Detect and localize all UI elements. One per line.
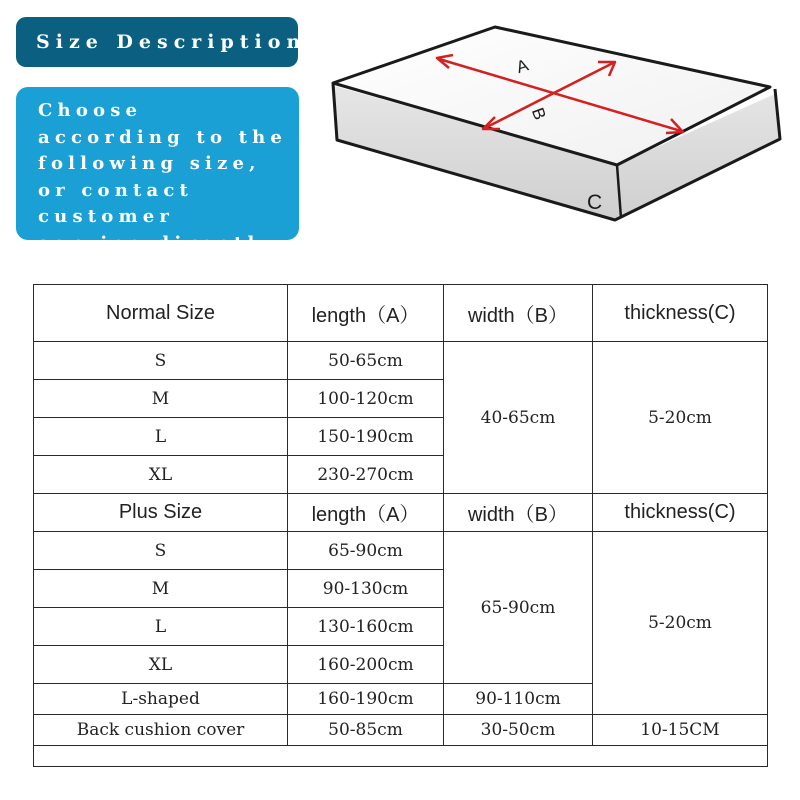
label-b: B [527, 105, 550, 123]
header-length: length（A） [288, 285, 444, 342]
length-cell: 90-130cm [288, 570, 444, 608]
header-size: Plus Size [34, 494, 288, 532]
size-cell: M [34, 570, 288, 608]
length-cell: 160-200cm [288, 646, 444, 684]
length-cell: 65-90cm [288, 532, 444, 570]
thickness-cell: 5-20cm [593, 342, 768, 494]
header-width: width（B） [444, 494, 593, 532]
empty-cell [34, 746, 768, 767]
length-cell: 230-270cm [288, 456, 444, 494]
header-thickness: thickness(C) [593, 494, 768, 532]
width-cell: 90-110cm [444, 684, 593, 715]
label-c: C [587, 191, 603, 214]
width-cell: 65-90cm [444, 532, 593, 684]
size-description-title: Size Description [16, 17, 298, 67]
size-cell: XL [34, 646, 288, 684]
length-cell: 100-120cm [288, 380, 444, 418]
table-row [34, 342, 768, 380]
normal-size-header-row [34, 285, 768, 342]
size-cell: L [34, 418, 288, 456]
thickness-cell: 5-20cm [593, 532, 768, 715]
width-cell: 30-50cm [444, 715, 593, 746]
size-cell: L-shaped [34, 684, 288, 715]
size-description-text: Choose according to the following size, or contact customer service directly. [16, 87, 299, 240]
size-cell: L [34, 608, 288, 646]
length-cell: 160-190cm [288, 684, 444, 715]
header-size: Normal Size [34, 285, 288, 342]
width-cell: 40-65cm [444, 342, 593, 494]
table-row [34, 532, 768, 570]
thickness-cell: 10-15CM [593, 715, 768, 746]
header-width: width（B） [444, 285, 593, 342]
size-cell: S [34, 532, 288, 570]
length-cell: 50-85cm [288, 715, 444, 746]
plus-size-header-row [34, 494, 768, 532]
size-cell: XL [34, 456, 288, 494]
length-cell: 130-160cm [288, 608, 444, 646]
size-cell: S [34, 342, 288, 380]
length-cell: 150-190cm [288, 418, 444, 456]
size-table [33, 284, 768, 767]
header-length: length（A） [288, 494, 444, 532]
label-a: A [513, 55, 531, 78]
length-cell: 50-65cm [288, 342, 444, 380]
table-row [34, 715, 768, 746]
header-thickness: thickness(C) [593, 285, 768, 342]
size-cell: Back cushion cover [34, 715, 288, 746]
size-cell: M [34, 380, 288, 418]
cushion-dimension-diagram [325, 15, 795, 230]
empty-row [34, 746, 768, 767]
